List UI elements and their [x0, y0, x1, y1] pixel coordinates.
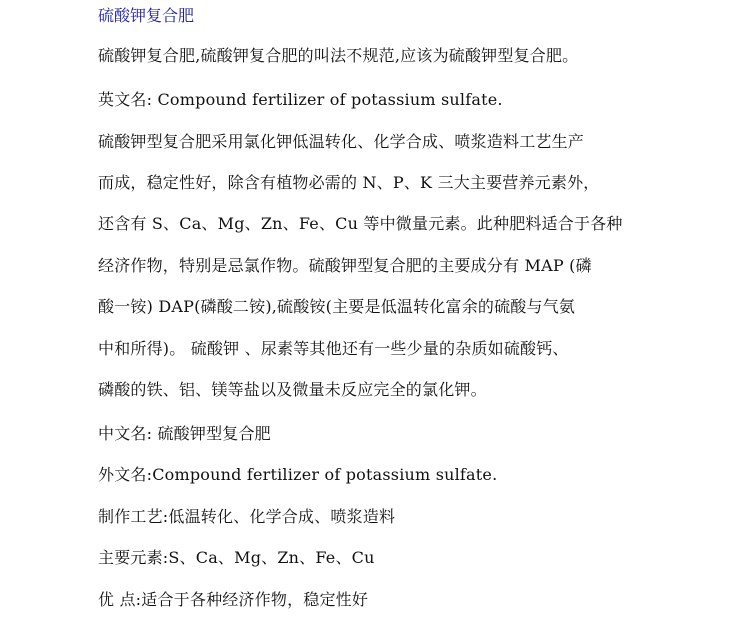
text-line: 酸一铵) DAP(磷酸二铵),硫酸铵(主要是低温转化富余的硫酸与气氨 — [98, 297, 576, 316]
text-line: 中和所得)。 硫酸钾 、尿素等其他还有一些少量的杂质如硫酸钙、 — [98, 339, 569, 358]
english-name-line: 英文名: Compound fertilizer of potassium sulfate. — [98, 90, 503, 109]
advantages-line: 优 点:适合于各种经济作物，稳定性好 — [98, 590, 369, 609]
document-title: 硫酸钾复合肥 — [98, 6, 195, 25]
text-line: 磷酸的铁、铝、镁等盐以及微量未反应完全的氯化钾。 — [98, 380, 487, 399]
foreign-name-line: 外文名:Compound fertilizer of potassium sulfate. — [98, 465, 498, 484]
text-line: 硫酸钾型复合肥采用氯化钾低温转化、化学合成、喷浆造料工艺生产 — [98, 132, 585, 151]
text-line: 而成，稳定性好，除含有植物必需的 N、P、K 三大主要营养元素外， — [98, 173, 600, 192]
text-line: 硫酸钾复合肥,硫酸钾复合肥的叫法不规范,应该为硫酸钾型复合肥。 — [98, 46, 579, 65]
elements-line: 主要元素:S、Ca、Mg、Zn、Fe、Cu — [98, 548, 375, 567]
text-line: 经济作物，特别是忌氯作物。硫酸钾型复合肥的主要成分有 MAP (磷 — [98, 256, 592, 275]
text-line: 还含有 S、Ca、Mg、Zn、Fe、Cu 等中微量元素。此种肥料适合于各种 — [98, 214, 623, 233]
process-line: 制作工艺:低温转化、化学合成、喷浆造料 — [98, 507, 396, 526]
chinese-name-line: 中文名: 硫酸钾型复合肥 — [98, 424, 271, 443]
